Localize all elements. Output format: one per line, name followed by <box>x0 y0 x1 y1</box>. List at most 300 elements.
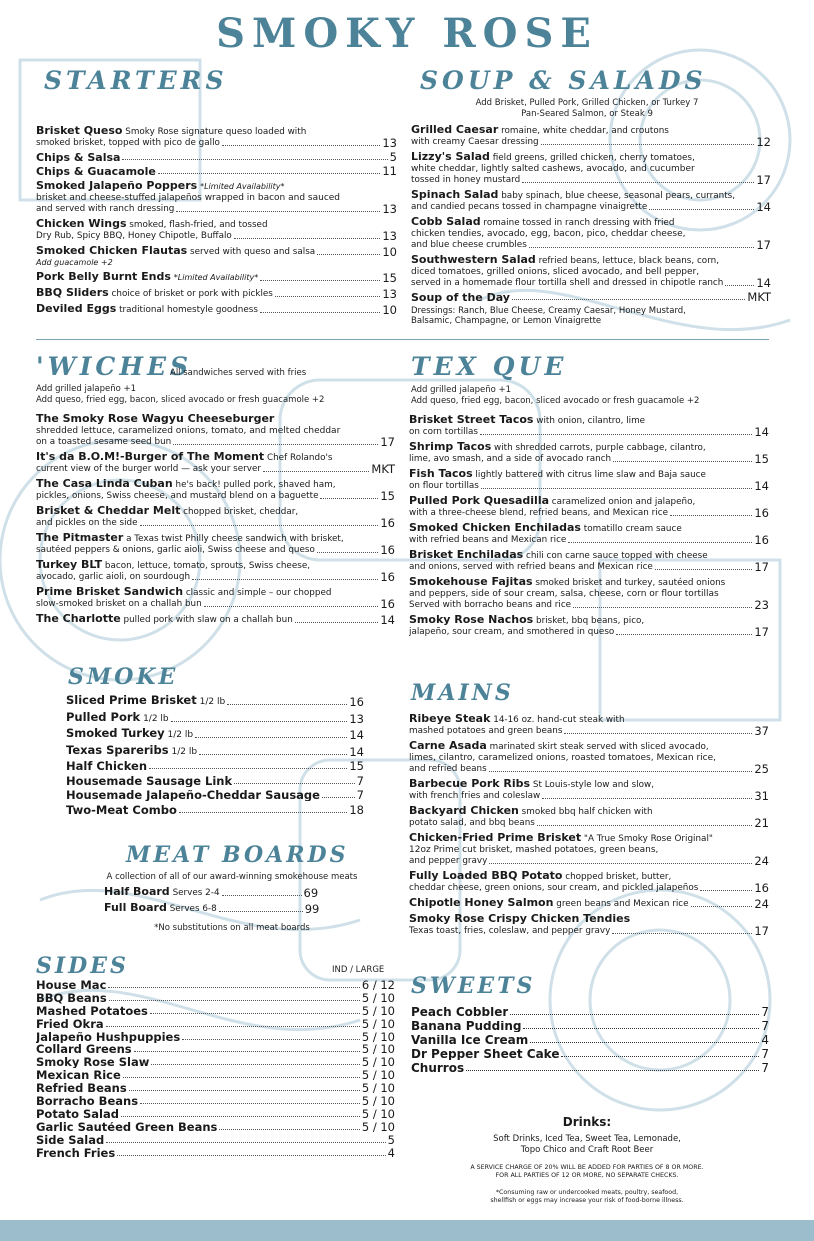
menu-item <box>36 1070 395 1081</box>
item-desc: lime, avo smash, and a side of avocado ranch <box>409 454 612 464</box>
item-desc: brisket and cheese-stuffed jalapeños wrapped in bacon and sauced <box>36 193 341 203</box>
menu-item <box>411 1049 769 1060</box>
item-desc: limes, cilantro, caramelized onions, roasted tomatoes, Mexican rice, <box>409 753 716 763</box>
menu-item <box>409 522 769 546</box>
item-price: 12 <box>756 135 771 149</box>
item-desc: with french fries and coleslaw <box>409 791 541 801</box>
item-price: 13 <box>382 229 397 243</box>
item-price: 16 <box>380 516 395 530</box>
item-price: 5 <box>387 1132 395 1147</box>
item-name: Shrimp Tacos <box>409 441 492 453</box>
item-price: 5 / 10 <box>361 1016 395 1031</box>
menu-item <box>36 125 397 149</box>
menu-item <box>36 180 397 215</box>
item-price: 5 / 10 <box>361 1029 395 1044</box>
item-name: The Charlotte <box>36 613 121 625</box>
item-name: Housemade Sausage Link <box>66 775 233 787</box>
item-name: Smoked Chicken Enchiladas <box>409 522 581 534</box>
dressings-note-2: Balsamic, Champagne, or Lemon Vinaigrette <box>411 316 602 326</box>
item-price: 10 <box>382 303 397 317</box>
item-unit: 1/2 lb <box>171 746 198 757</box>
item-price: 15 <box>754 452 769 466</box>
menu-item <box>411 254 771 289</box>
item-price: 5 / 10 <box>361 990 395 1005</box>
menu-item <box>409 778 769 802</box>
service-charge-line: FOR ALL PARTIES OF 12 OR MORE, NO SEPARATE CHECKS. <box>495 1172 679 1179</box>
item-name: Smoky Rose Slaw <box>36 1057 150 1069</box>
item-desc: potato salad, and bbq beans <box>409 818 535 828</box>
item-name: Brisket Street Tacos <box>409 414 534 426</box>
item-name: Vanilla Ice Cream <box>411 1035 529 1046</box>
menu-item <box>409 441 769 465</box>
item-name: Ribeye Steak <box>409 713 491 725</box>
item-desc: brisket, bbq beans, pico, <box>533 616 645 626</box>
item-name: Chips & Guacamole <box>36 166 156 177</box>
menu-item <box>36 532 395 556</box>
item-unit: 1/2 lb <box>199 697 226 707</box>
item-price: 14 <box>754 425 769 439</box>
menu-item <box>409 740 769 775</box>
wiches-subtitle: All sandwiches served with fries <box>170 368 307 378</box>
item-desc: tossed in honey mustard <box>411 175 521 185</box>
mains-list <box>409 713 769 940</box>
item-price: 5 <box>389 150 397 164</box>
item-price: 21 <box>754 816 769 830</box>
item-price: 37 <box>754 724 769 738</box>
item-name: Sliced Prime Brisket <box>66 695 197 707</box>
item-desc: Dry Rub, Spicy BBQ, Honey Chipotle, Buffalo <box>36 231 232 241</box>
item-price: 7 <box>356 788 364 802</box>
item-name: Housemade Jalapeño-Cheddar Sausage <box>66 790 320 801</box>
item-name: Chipotle Honey Salmon <box>409 897 554 909</box>
item-price: 17 <box>756 238 771 252</box>
mains-heading: MAINS <box>411 680 514 706</box>
item-desc: and blue cheese crumbles <box>411 240 527 250</box>
menu-item <box>36 152 397 163</box>
menu-item <box>36 287 397 300</box>
texque-addon-note-2: Add queso, fried egg, bacon, sliced avocado or fresh guacamole +2 <box>411 396 700 406</box>
menu-item <box>66 773 364 788</box>
item-desc: chicken tendies, avocado, egg, bacon, pico, cheddar cheese, <box>411 229 686 239</box>
item-desc: and peppers, side of sour cream, salsa, cheese, corn or flour tortillas <box>409 589 719 599</box>
menu-item <box>36 559 395 583</box>
item-price: 15 <box>380 489 395 503</box>
item-desc: classic and simple – our chopped <box>183 588 332 598</box>
item-name: Potato Salad <box>36 1108 119 1120</box>
starters-list <box>36 125 397 319</box>
meat-boards-list <box>104 886 344 918</box>
item-desc: romaine, white cheddar, and croutons <box>498 126 669 136</box>
item-price: 69 <box>303 886 319 900</box>
item-name: Pulled Pork <box>66 711 141 724</box>
menu-item <box>409 832 769 867</box>
item-name: House Mac <box>36 980 107 991</box>
sides-column-header: IND / LARGE <box>332 965 385 975</box>
item-price: 4 <box>387 1145 395 1160</box>
meat-boards-heading: MEAT BOARDS <box>126 842 349 868</box>
soups-list <box>411 124 771 326</box>
item-desc: avocado, garlic aioli, on sourdough <box>36 572 191 582</box>
menu-item <box>411 216 771 251</box>
item-desc: "A True Smoky Rose Original" <box>581 834 713 844</box>
item-desc: with a three-cheese blend, refried beans, and Mexican rice <box>409 508 668 518</box>
item-name: Smoky Rose Crispy Chicken Tendies <box>409 913 631 925</box>
item-price: 17 <box>754 625 769 639</box>
menu-item <box>66 745 364 758</box>
item-desc: lightly battered with citrus lime slaw and Baja sauce <box>472 470 706 480</box>
item-desc: smoked bbq half chicken with <box>518 807 653 817</box>
item-name: French Fries <box>36 1147 116 1159</box>
item-name: Peach Cobbler <box>411 1007 509 1018</box>
item-price: 16 <box>754 533 769 547</box>
item-price: MKT <box>371 462 395 476</box>
item-name: Jalapeño Hushpuppies <box>36 1031 181 1043</box>
item-limited: *Limited Availability* <box>200 182 285 191</box>
menu-item <box>36 451 395 475</box>
item-desc: chili con carne sauce topped with cheese <box>523 551 708 561</box>
item-desc: a Texas twist Philly cheese sandwich with brisket, <box>123 534 344 544</box>
menu-item <box>409 870 769 894</box>
item-name: The Smoky Rose Wagyu Cheeseburger <box>36 413 275 425</box>
page-title: SMOKY ROSE <box>216 10 598 57</box>
menu-item <box>409 468 769 492</box>
menu-item <box>36 613 395 626</box>
item-name: Pulled Pork Quesadilla <box>409 495 550 507</box>
menu-item <box>36 990 395 1005</box>
item-name: Smoked Turkey <box>66 728 165 740</box>
item-price: 14 <box>349 744 364 759</box>
menu-item <box>36 1044 395 1055</box>
item-name: Two-Meat Combo <box>66 804 177 816</box>
item-desc: Smoky Rose signature queso loaded with <box>122 127 307 137</box>
item-desc: and onions, served with refried beans and Mexican rice <box>409 562 653 572</box>
item-price: 13 <box>382 136 397 150</box>
item-desc: on a toasted sesame seed bun <box>36 437 172 447</box>
item-name: Turkey BLT <box>36 559 103 571</box>
item-desc: smoked brisket and turkey, sautéed onions <box>532 578 726 588</box>
consumer-advisory <box>410 1189 764 1205</box>
item-desc: tomatillo cream sauce <box>580 524 682 534</box>
item-price: 16 <box>380 597 395 611</box>
item-price: 7 <box>761 1019 769 1033</box>
item-serves: Serves 2-4 <box>172 888 220 898</box>
drinks-line: Topo Chico and Craft Root Beer <box>520 1145 654 1155</box>
item-price: 5 / 10 <box>361 1106 395 1121</box>
menu-item <box>36 1119 395 1134</box>
item-desc: green beans and Mexican rice <box>553 899 689 909</box>
item-name: Brisket Enchiladas <box>409 549 524 561</box>
texque-addon-note: Add grilled jalapeño +1 <box>411 385 512 395</box>
menu-item <box>409 576 769 611</box>
item-desc: Chef Rolando's <box>264 453 333 463</box>
menu-item <box>66 712 364 725</box>
item-name: Smokehouse Fajitas <box>409 576 533 588</box>
item-name: Fully Loaded BBQ Potato <box>409 870 563 882</box>
item-desc: 14-16 oz. hand-cut steak with <box>490 715 625 725</box>
item-name: Spinach Salad <box>411 189 499 201</box>
item-serves: Serves 6-8 <box>169 904 217 914</box>
menu-item <box>36 303 397 316</box>
item-unit: 1/2 lb <box>167 730 194 740</box>
menu-item <box>36 1132 395 1147</box>
menu-item <box>36 166 397 177</box>
item-desc: smoked, flash-fried, and tossed <box>126 220 268 230</box>
item-note: Add guacamole +2 <box>36 258 113 267</box>
menu-item <box>104 886 344 899</box>
item-name: The Casa Linda Cuban <box>36 478 173 490</box>
meat-boards-note: A collection of all of our award-winning smokehouse meats <box>106 872 358 882</box>
item-desc: chopped brisket, cheddar, <box>180 507 299 517</box>
item-price: 5 / 10 <box>361 1042 395 1057</box>
item-desc: current view of the burger world — ask your server <box>36 464 262 474</box>
item-name: Texas Spareribs <box>66 744 169 757</box>
menu-item <box>66 695 364 708</box>
item-desc: and candied pecans tossed in champagne vinaigrette <box>411 202 648 212</box>
item-desc: St Louis-style low and slow, <box>530 780 655 790</box>
section-divider <box>36 339 769 340</box>
item-desc: baby spinach, blue cheese, seasonal pears, currants, <box>498 191 736 201</box>
item-price: 24 <box>754 854 769 868</box>
item-desc: pickles, onions, Swiss cheese, and mustard blend on a baguette <box>36 491 319 501</box>
item-name: Smoky Rose Nachos <box>409 614 534 626</box>
item-price: 18 <box>349 802 364 817</box>
item-price: 16 <box>349 695 364 709</box>
item-name: Prime Brisket Sandwich <box>36 586 184 598</box>
sides-list <box>36 980 395 1160</box>
menu-item <box>36 1016 395 1031</box>
item-name: Chicken Wings <box>36 218 127 230</box>
item-name: Dr Pepper Sheet Cake <box>411 1049 560 1060</box>
item-desc: romaine tossed in ranch dressing with fried <box>480 218 675 228</box>
item-desc: choice of brisket or pork with pickles <box>108 289 273 299</box>
texque-heading: TEX QUE <box>411 352 568 381</box>
item-name: BBQ Sliders <box>36 287 109 299</box>
smoke-heading: SMOKE <box>68 664 179 690</box>
sweets-heading: SWEETS <box>411 973 536 999</box>
item-desc: cheddar cheese, green onions, sour cream, and pickled jalapeños <box>409 883 699 893</box>
wiches-addon-note-2: Add queso, fried egg, bacon, sliced avocado or fresh guacamole +2 <box>36 395 325 405</box>
item-desc: and served with ranch dressing <box>36 204 175 214</box>
wiches-list <box>36 413 395 629</box>
menu-item <box>409 713 769 737</box>
item-price: 16 <box>380 543 395 557</box>
item-price: 17 <box>380 435 395 449</box>
menu-item <box>36 478 395 502</box>
item-price: 15 <box>349 759 364 773</box>
item-price: 13 <box>382 202 397 216</box>
soups-addon-note-2: Pan-Seared Salmon, or Steak 9 <box>521 109 653 119</box>
item-price: 23 <box>754 598 769 612</box>
item-desc: served with queso and salsa <box>187 247 316 257</box>
menu-item <box>36 271 397 284</box>
menu-item <box>411 1035 769 1046</box>
item-name: Carne Asada <box>409 740 487 752</box>
menu-item <box>411 1063 769 1074</box>
item-name: Garlic Sautéed Green Beans <box>36 1121 218 1133</box>
item-name: BBQ Beans <box>36 992 107 1004</box>
item-price: 24 <box>754 897 769 911</box>
item-desc: white cheddar, lightly salted cashews, avocado, and cucumber <box>411 164 695 174</box>
item-desc: jalapeño, sour cream, and smothered in queso <box>409 627 615 637</box>
item-price: 14 <box>754 479 769 493</box>
wiches-addon-note: Add grilled jalapeño +1 <box>36 384 137 394</box>
menu-item <box>36 218 397 242</box>
item-name: Collard Greens <box>36 1044 132 1056</box>
menu-item <box>411 151 771 186</box>
item-price: 31 <box>754 789 769 803</box>
item-name: Banana Pudding <box>411 1021 522 1032</box>
consumer-advisory-line: shellfish or eggs may increase your risk of food-borne illness. <box>490 1197 684 1204</box>
smoke-list <box>66 695 364 819</box>
item-desc: with shredded carrots, purple cabbage, cilantro, <box>491 443 706 453</box>
item-desc: and pickles on the side <box>36 518 138 528</box>
item-name: Mashed Potatoes <box>36 1005 148 1017</box>
item-desc: slow-smoked brisket on a challah bun <box>36 599 202 609</box>
item-desc: smoked brisket, topped with pico de gallo <box>36 138 220 148</box>
menu-item <box>409 614 769 638</box>
item-desc: field greens, grilled chicken, cherry tomatoes, <box>489 153 695 163</box>
menu-item <box>36 586 395 610</box>
item-desc: marinated skirt steak served with sliced avocado, <box>486 742 709 752</box>
item-unit: 1/2 lb <box>143 713 169 724</box>
sweets-list <box>411 1007 769 1077</box>
item-desc: with refried beans and Mexican rice <box>409 535 567 545</box>
item-price: 5 / 10 <box>361 1003 395 1018</box>
menu-item <box>36 1003 395 1018</box>
item-price: 16 <box>380 570 395 584</box>
item-price: 7 <box>356 773 364 788</box>
item-desc: served in a homemade flour tortilla shell and dressed in chipotle ranch <box>411 278 724 288</box>
item-price: 13 <box>349 711 364 726</box>
item-name: Smoked Jalapeño Poppers <box>36 180 198 192</box>
item-limited: *Limited Availability* <box>173 273 259 282</box>
item-price: MKT <box>747 290 771 304</box>
item-name: Churros <box>411 1063 465 1074</box>
item-price: 7 <box>761 1061 769 1075</box>
service-charge-note <box>410 1164 764 1180</box>
menu-item <box>104 902 344 915</box>
meat-boards-footnote: *No substitutions on all meat boards <box>154 923 310 933</box>
item-name: Borracho Beans <box>36 1096 139 1108</box>
item-name: Mexican Rice <box>36 1070 121 1082</box>
menu-item <box>409 805 769 829</box>
item-name: Cobb Salad <box>411 216 481 228</box>
menu-item <box>409 897 769 910</box>
dressings-note: Dressings: Ranch, Blue Cheese, Creamy Caesar, Honey Mustard, <box>411 306 686 316</box>
item-desc: on corn tortillas <box>409 427 479 437</box>
item-price: 14 <box>380 613 395 627</box>
item-desc: sautéed peppers & onions, garlic aioli, Swiss cheese and queso <box>36 545 315 555</box>
item-name: Pork Belly Burnt Ends <box>36 271 171 283</box>
menu-item <box>411 189 771 213</box>
item-name: The Pitmaster <box>36 532 124 544</box>
item-price: 7 <box>761 1005 769 1019</box>
drinks-heading: Drinks: <box>562 1115 612 1129</box>
service-charge-line: A SERVICE CHARGE OF 20% WILL BE ADDED FOR PARTIES OF 8 OR MORE. <box>470 1164 704 1171</box>
item-price: 14 <box>349 728 364 742</box>
item-name: Full Board <box>104 902 167 914</box>
item-price: 13 <box>382 287 397 301</box>
item-name: Brisket & Cheddar Melt <box>36 505 181 517</box>
item-name: Soup of the Day <box>411 292 510 303</box>
menu-item <box>411 1021 769 1032</box>
item-price: 6 / 12 <box>361 978 395 992</box>
menu-item <box>36 245 397 268</box>
menu-item <box>409 549 769 573</box>
item-price: 5 / 10 <box>361 1081 395 1096</box>
item-name: Southwestern Salad <box>411 254 536 266</box>
item-price: 4 <box>761 1033 769 1047</box>
item-price: 15 <box>382 271 397 285</box>
item-price: 5 / 10 <box>361 1119 395 1134</box>
item-price: 10 <box>382 245 397 259</box>
drinks-list <box>410 1134 764 1156</box>
menu-item <box>36 980 395 991</box>
wiches-heading: 'WICHES <box>36 352 193 381</box>
item-price: 99 <box>304 902 320 916</box>
item-name: Half Board <box>104 886 170 898</box>
sides-heading: SIDES <box>36 953 129 979</box>
item-price: 5 / 10 <box>361 1055 395 1070</box>
menu-item <box>66 790 364 801</box>
starters-heading: STARTERS <box>44 66 228 95</box>
item-desc: pulled pork with slaw on a challah bun <box>120 615 293 625</box>
item-price: 25 <box>754 762 769 776</box>
item-desc: 12oz Prime cut brisket, mashed potatoes, green beans, <box>409 845 659 855</box>
item-price: 7 <box>761 1047 769 1061</box>
menu-item <box>36 413 395 448</box>
soups-addon-note: Add Brisket, Pulled Pork, Grilled Chicken, or Turkey 7 <box>475 98 699 108</box>
item-desc: on flour tortillas <box>409 481 479 491</box>
menu-item <box>66 761 364 772</box>
item-price: 17 <box>754 924 769 938</box>
item-name: Half Chicken <box>66 761 148 772</box>
item-price: 17 <box>756 173 771 187</box>
item-name: Barbecue Pork Ribs <box>409 778 531 790</box>
item-name: Refried Beans <box>36 1083 127 1095</box>
menu-item <box>36 1145 395 1160</box>
item-desc: he's back! pulled pork, shaved ham, <box>172 480 336 490</box>
item-price: 14 <box>756 200 771 214</box>
item-name: Brisket Queso <box>36 125 123 137</box>
item-price: 5 / 10 <box>361 1068 395 1083</box>
menu-item <box>409 913 769 937</box>
menu-item <box>411 292 771 303</box>
item-desc: Served with borracho beans and rice <box>409 600 572 610</box>
item-desc: caramelized onion and jalapeño, <box>549 497 696 507</box>
menu-item <box>66 802 364 817</box>
drinks-line: Soft Drinks, Iced Tea, Sweet Tea, Lemonade, <box>493 1134 681 1144</box>
item-name: Fish Tacos <box>409 468 473 480</box>
item-price: 11 <box>382 164 397 178</box>
item-name: It's da B.O.M!-Burger of The Moment <box>36 451 265 463</box>
item-name: Grilled Caesar <box>411 124 499 136</box>
item-name: Backyard Chicken <box>409 805 519 817</box>
menu-item <box>409 495 769 519</box>
menu-item <box>411 124 771 148</box>
menu-item <box>36 1083 395 1094</box>
item-name: Smoked Chicken Flautas <box>36 245 188 257</box>
item-desc: refried beans, lettuce, black beans, corn, <box>535 256 720 266</box>
item-price: 16 <box>754 506 769 520</box>
item-desc: shredded lettuce, caramelized onions, tomato, and melted cheddar <box>36 426 341 436</box>
menu-item <box>409 414 769 438</box>
item-price: 16 <box>754 881 769 895</box>
menu-item <box>36 1029 395 1044</box>
item-name: Fried Okra <box>36 1018 104 1030</box>
item-desc: chopped brisket, butter, <box>562 872 672 882</box>
item-name: Deviled Eggs <box>36 303 117 315</box>
